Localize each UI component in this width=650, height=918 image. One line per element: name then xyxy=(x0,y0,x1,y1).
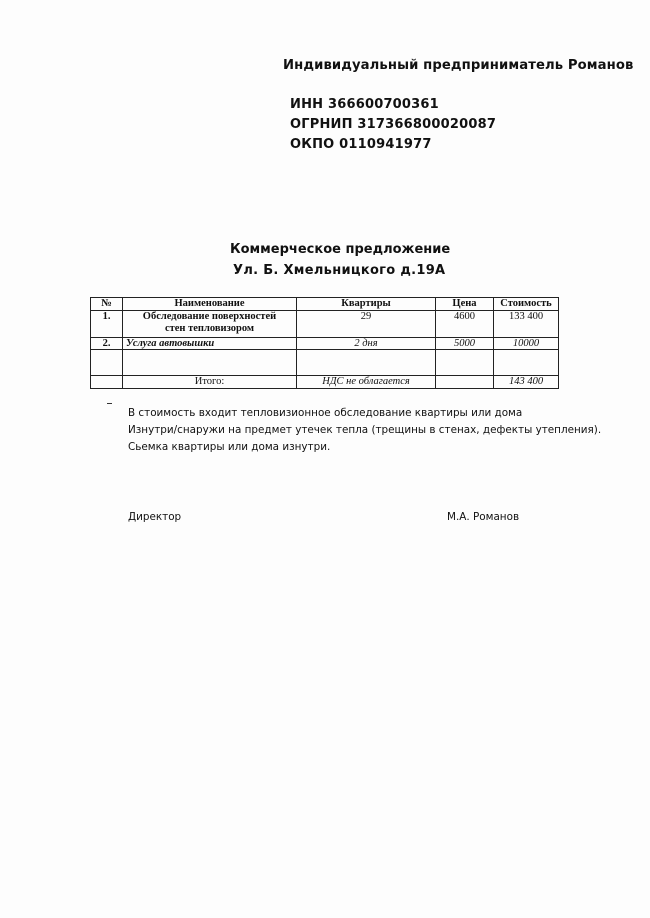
empty-cell xyxy=(91,376,123,389)
header-num: № xyxy=(91,298,123,311)
row-cost: 10000 xyxy=(494,338,559,350)
row-name-line1: Обследование поверхностей xyxy=(142,311,277,322)
row-name-line2: стен тепловизором xyxy=(164,323,255,334)
row-qty: 29 xyxy=(297,311,436,338)
row-qty: 2 дня xyxy=(297,338,436,350)
ogrnip-number: ОГРНИП 317366800020087 xyxy=(290,117,497,132)
row-price: 5000 xyxy=(436,338,494,350)
row-num: 1. xyxy=(91,311,123,338)
inn-number: ИНН 366600700361 xyxy=(290,97,439,112)
document-address: Ул. Б. Хмельницкого д.19А xyxy=(233,263,446,278)
signature-role: Директор xyxy=(128,511,182,523)
document-title: Коммерческое предложение xyxy=(230,242,451,257)
header-name: Наименование xyxy=(123,298,297,311)
header-qty: Квартиры xyxy=(297,298,436,311)
table-row xyxy=(91,311,559,338)
margin-mark xyxy=(107,403,112,404)
empty-cell xyxy=(436,350,494,376)
note-line-1: В стоимость входит тепловизионное обследование квартиры или дома xyxy=(128,407,523,419)
header-cost: Стоимость xyxy=(494,298,559,311)
vat-note: НДС не облагается xyxy=(297,376,436,389)
header-price: Цена xyxy=(436,298,494,311)
company-name: Индивидуальный предприниматель Романов xyxy=(283,58,634,73)
empty-cell xyxy=(297,350,436,376)
table-row xyxy=(91,338,559,350)
note-line-2: Изнутри/снаружи на предмет утечек тепла (трещины в стенах, дефекты утепления). xyxy=(128,424,602,436)
offer-table xyxy=(90,297,559,389)
total-label: Итого: xyxy=(123,376,297,389)
empty-cell xyxy=(436,376,494,389)
empty-cell xyxy=(91,350,123,376)
table-total-row xyxy=(91,376,559,389)
total-cost: 143 400 xyxy=(494,376,559,389)
signature-name: М.А. Романов xyxy=(447,511,520,523)
okpo-number: ОКПО 0110941977 xyxy=(290,137,432,152)
empty-cell xyxy=(494,350,559,376)
row-price: 4600 xyxy=(436,311,494,338)
row-name xyxy=(123,311,297,338)
empty-cell xyxy=(123,350,297,376)
table-row-empty xyxy=(91,350,559,376)
row-cost: 133 400 xyxy=(494,311,559,338)
row-num: 2. xyxy=(91,338,123,350)
row-name: Услуга автовышки xyxy=(123,338,297,350)
note-line-3: Сьемка квартиры или дома изнутри. xyxy=(128,441,331,453)
table-header-row xyxy=(91,298,559,311)
